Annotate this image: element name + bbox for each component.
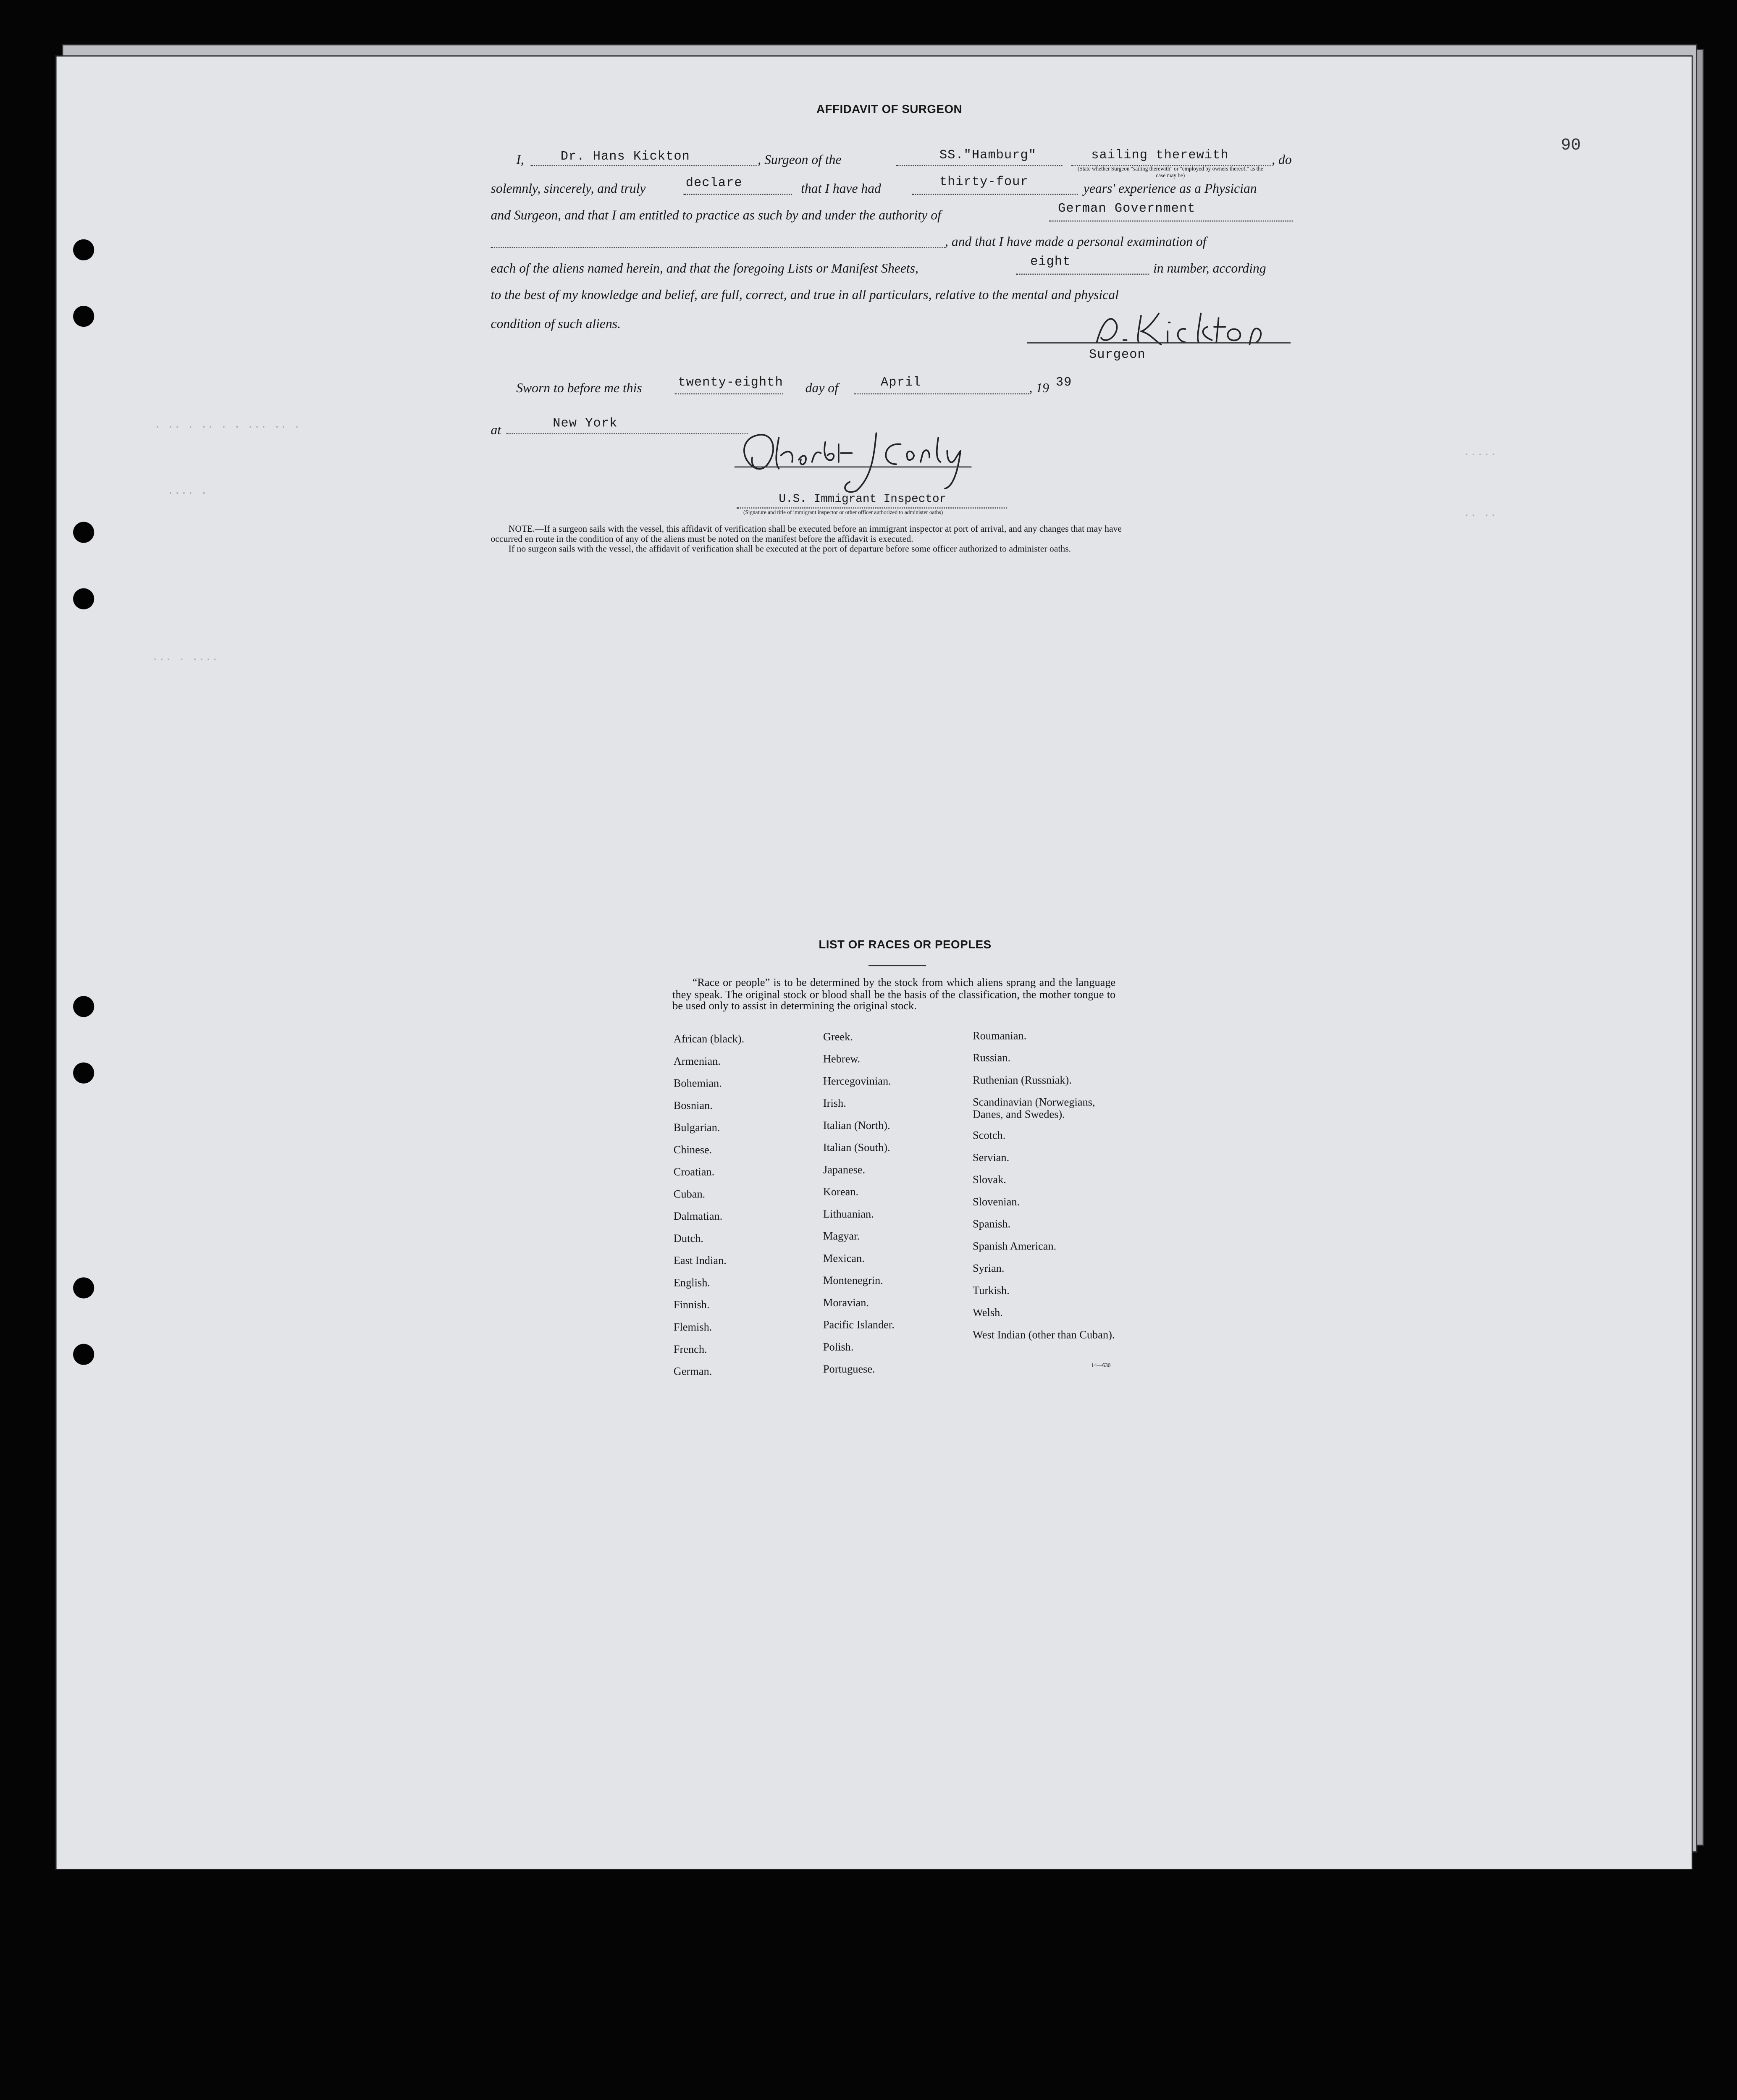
vessel-line <box>896 165 1063 166</box>
at-label: at <box>491 422 501 438</box>
race-item: Italian (South). <box>823 1142 890 1155</box>
inspector-caption: (Signature and title of immigrant inspector or other officer authorized to administer oaths) <box>743 511 943 517</box>
race-item: Greek. <box>823 1031 853 1044</box>
race-item: Slovenian. <box>972 1196 1020 1209</box>
race-item: Scandinavian (Norwegians, Danes, and Swedes). <box>972 1097 1095 1121</box>
race-item: African (black). <box>673 1034 745 1046</box>
note-text-3: If no surgeon sails with the vessel, the affidavit of verification shall be executed at the port of departure before some officer authorized to administer oaths. <box>508 544 1071 554</box>
race-item: Korean. <box>823 1186 859 1199</box>
race-item: Polish. <box>823 1341 854 1354</box>
punch-hole <box>73 588 94 609</box>
surgeon-signature <box>1092 307 1280 352</box>
inspector-signature-line <box>735 467 971 468</box>
sworn-day-line <box>674 393 783 394</box>
examination-text: , and that I have made a personal examination of <box>945 234 1207 249</box>
races-col-2 <box>823 1032 962 1386</box>
race-item: Dalmatian. <box>673 1211 723 1223</box>
punch-hole <box>73 996 94 1017</box>
races-title-rule <box>868 965 926 966</box>
note-text-2: occurred en route in the condition of any of the aliens must be noted on the manifest before the affidavit is executed. <box>491 534 913 544</box>
race-item: French. <box>673 1344 707 1356</box>
bleed-through: · ·· · ·· · · ··· ·· · <box>154 422 300 435</box>
sworn-month: April <box>881 375 921 390</box>
note-line-1 <box>509 525 1122 534</box>
punch-hole <box>73 239 94 260</box>
affidavit-title: AFFIDAVIT OF SURGEON <box>816 103 963 116</box>
race-item: Flemish. <box>673 1321 712 1334</box>
race-item: Slovak. <box>972 1174 1006 1187</box>
year-prefix: , 19 <box>1029 380 1049 396</box>
race-item: East Indian. <box>673 1255 727 1268</box>
race-item: Croatian. <box>673 1166 715 1179</box>
authority-value: German Government <box>1058 202 1196 216</box>
bleed-through: ··· · ···· <box>152 654 218 667</box>
manifest-page <box>55 55 1693 1870</box>
declare-line <box>684 194 792 195</box>
race-item: Dutch. <box>673 1233 703 1245</box>
race-item: Syrian. <box>972 1263 1005 1276</box>
note-label: NOTE. <box>508 524 535 534</box>
surgeon-name: Dr. Hans Kickton <box>560 150 690 164</box>
race-item: Montenegrin. <box>823 1275 883 1288</box>
race-item: Portuguese. <box>823 1364 875 1376</box>
place-line <box>506 433 748 434</box>
inspector-title: U.S. Immigrant Inspector <box>779 493 947 507</box>
race-item: Welsh. <box>972 1307 1003 1320</box>
bleed-through: ·· ·· <box>1463 511 1497 523</box>
authority-line <box>1049 220 1293 222</box>
lists-text: each of the aliens named herein, and that the foregoing Lists or Manifest Sheets, <box>491 260 918 276</box>
punch-hole <box>73 1063 94 1084</box>
name-line <box>531 165 757 166</box>
race-item: Ruthenian (Russniak). <box>972 1074 1072 1087</box>
day-of-text: day of <box>805 380 838 396</box>
sworn-year: 39 <box>1055 375 1072 390</box>
race-item: Spanish American. <box>972 1241 1057 1253</box>
solemnly-text: solemnly, sincerely, and truly <box>491 180 646 196</box>
sailing-note: (State whether Surgeon "sailing therewith" or "employed by owners thereof," as the case may be) <box>1077 167 1263 179</box>
surgeon-of-text: , Surgeon of the <box>758 152 842 168</box>
race-item: Lithuanian. <box>823 1208 874 1221</box>
race-item: Moravian. <box>823 1297 869 1310</box>
races-intro: “Race or people” is to be determined by the stock from which aliens sprang and the language they speak. The original stock or blood shall be the basis of the classification, the mother tongue to be used only to assist in determining the original stock. <box>672 977 1116 1013</box>
sheets-value: eight <box>1030 255 1071 269</box>
sailing-status: sailing therewith <box>1091 148 1229 163</box>
race-item: Servian. <box>972 1152 1010 1165</box>
affidavit-i: I, <box>516 152 524 168</box>
punch-hole <box>73 1344 94 1365</box>
sworn-text: Sworn to before me this <box>516 380 642 396</box>
race-item: Bosnian. <box>673 1100 713 1113</box>
sworn-day: twenty-eighth <box>678 375 783 390</box>
race-item: Hebrew. <box>823 1053 861 1066</box>
sheets-line <box>1016 274 1149 275</box>
experience-text: years' experience as a Physician <box>1083 180 1257 196</box>
years-value: thirty-four <box>939 175 1029 190</box>
races-col-3 <box>973 1030 1128 1356</box>
note-text-1: —If a surgeon sails with the vessel, this affidavit of verification shall be executed before an immigrant inspector at port of arrival, and any changes that may have <box>535 524 1122 534</box>
punch-hole <box>73 1277 94 1298</box>
inspector-title-line <box>737 507 1007 509</box>
race-item: German. <box>673 1366 712 1378</box>
surgeon-label: Surgeon <box>1089 348 1146 362</box>
race-item: Bulgarian. <box>673 1122 720 1135</box>
sworn-place: New York <box>553 416 618 431</box>
sailing-line <box>1071 165 1271 166</box>
race-item: English. <box>673 1277 710 1290</box>
races-title: LIST OF RACES OR PEOPLES <box>819 938 992 952</box>
race-item: Hercegovinian. <box>823 1076 891 1088</box>
race-item: Mexican. <box>823 1253 865 1265</box>
vessel-name: SS."Hamburg" <box>939 148 1036 163</box>
authority-text: and Surgeon, and that I am entitled to practice as such by and under the authority of <box>491 207 941 223</box>
races-col-1 <box>674 1034 807 1388</box>
bleed-through: ····· <box>1463 449 1497 462</box>
race-item: Russian. <box>972 1052 1011 1065</box>
punch-hole <box>73 306 94 327</box>
race-item: Armenian. <box>673 1055 721 1068</box>
declare-value: declare <box>685 176 743 191</box>
surgeon-signature-line <box>1027 342 1291 344</box>
race-item: Roumanian. <box>972 1030 1027 1043</box>
race-item: West Indian (other than Cuban). <box>972 1329 1115 1342</box>
inspector-signature <box>735 424 989 497</box>
race-item: Cuban. <box>673 1189 706 1201</box>
bleed-through: ···· · <box>167 488 207 501</box>
race-item: Chinese. <box>673 1144 712 1157</box>
race-item: Spanish. <box>972 1218 1011 1231</box>
do-text: , do <box>1272 152 1292 168</box>
form-number: 14—630 <box>1091 1364 1111 1370</box>
race-item: Pacific Islander. <box>823 1319 895 1332</box>
years-line <box>912 194 1078 195</box>
race-item: Turkish. <box>972 1285 1010 1297</box>
condition-text: condition of such aliens. <box>491 315 621 331</box>
that-had-text: that I have had <box>801 180 881 196</box>
race-item: Italian (North). <box>823 1120 890 1132</box>
authority-line-2 <box>491 247 945 248</box>
in-number-text: in number, according <box>1153 260 1266 276</box>
punch-hole <box>73 522 94 543</box>
sworn-month-line <box>854 393 1029 394</box>
belief-text: to the best of my knowledge and belief, are full, correct, and true in all particulars, relative to the mental and physical <box>491 287 1119 303</box>
race-item: Irish. <box>823 1098 846 1110</box>
race-item: Japanese. <box>823 1164 866 1177</box>
race-item: Scotch. <box>972 1130 1006 1142</box>
page-number: 90 <box>1561 136 1581 155</box>
race-item: Finnish. <box>673 1299 710 1312</box>
race-item: Bohemian. <box>673 1078 722 1090</box>
race-item: Magyar. <box>823 1231 860 1243</box>
